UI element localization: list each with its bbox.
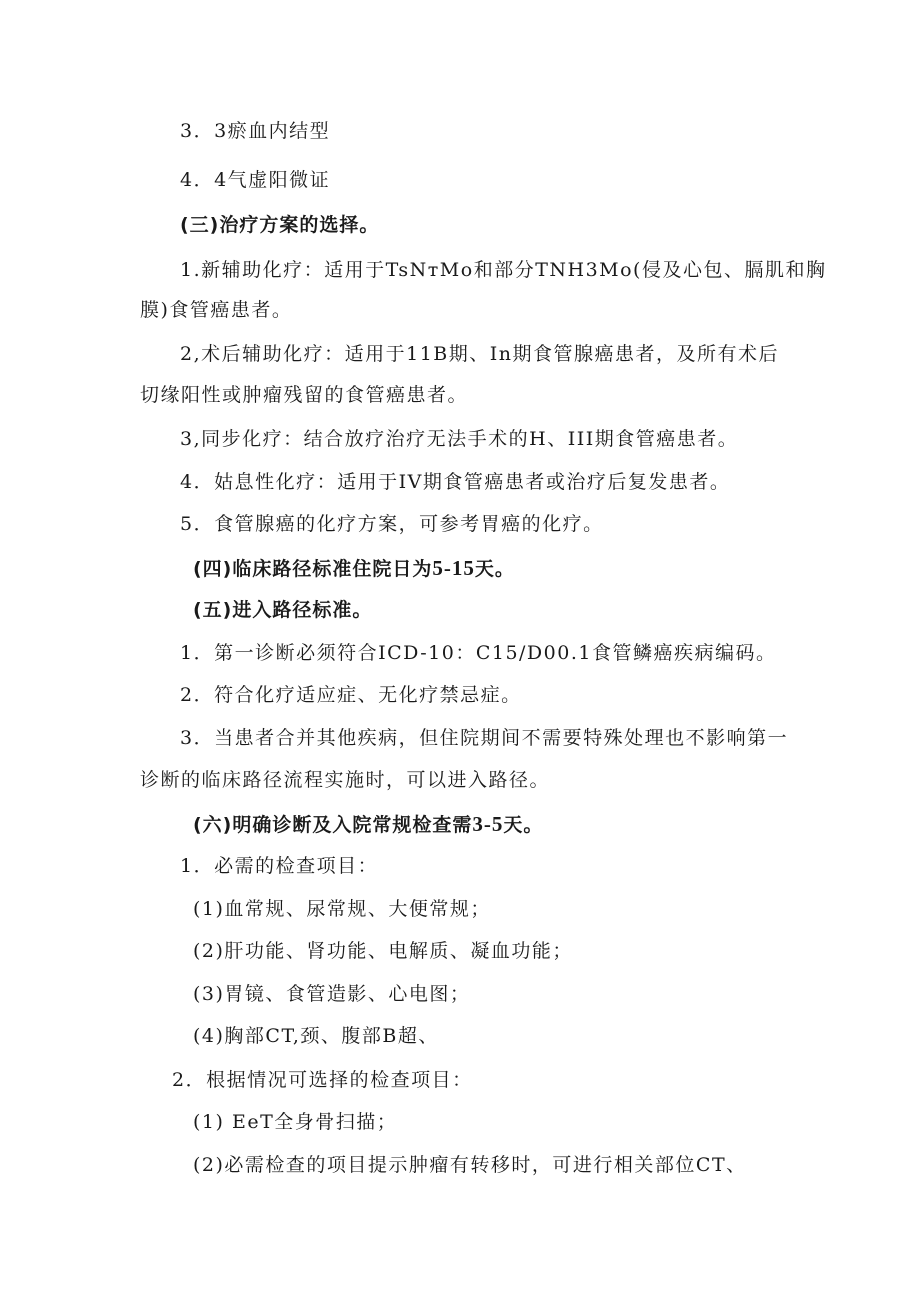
section-heading	[193, 812, 543, 837]
section-heading	[193, 556, 515, 581]
text-line: 切缘阳性或肿瘤残留的食管癌患者。	[140, 384, 469, 406]
text-line: 1.新辅助化疗：适用于TsNтMo和部分TNH3Mo(侵及心包、膈肌和胸	[180, 259, 827, 281]
text-line: 1．第一诊断必须符合ICD-10：C15/D00.1食管鳞癌疾病编码。	[180, 642, 777, 664]
text-line: 2,术后辅助化疗：适用于11B期、In期食管腺癌患者，及所有术后	[180, 343, 780, 365]
section-heading: (五)进入路径标准。	[193, 599, 373, 621]
heading-number: 3-5	[472, 812, 504, 836]
text-line: 3．3瘀血内结型	[180, 120, 331, 142]
text-line: 1．必需的检查项目：	[180, 855, 379, 877]
heading-number: 5-15	[432, 556, 475, 580]
text-line: 诊断的临床路径流程实施时，可以进入路径。	[140, 769, 551, 791]
heading-unit: 天。	[474, 558, 515, 580]
heading-unit: 天。	[503, 814, 544, 836]
text-line: 2．根据情况可选择的检查项目：	[172, 1069, 473, 1091]
text-line: 2．符合化疗适应症、无化疗禁忌症。	[180, 684, 522, 706]
text-line: (2)肝功能、肾功能、电解质、凝血功能；	[193, 940, 573, 962]
text-line: 4．4气虚阳微证	[180, 169, 331, 191]
text-line: (2)必需检查的项目提示肿瘤有转移时，可进行相关部位CT、	[193, 1154, 747, 1176]
text-line: (4)胸部CT,颈、腹部B超、	[193, 1025, 439, 1047]
text-line: 5．食管腺癌的化疗方案，可参考胃癌的化疗。	[180, 513, 604, 535]
text-line: 膜)食管癌患者。	[140, 299, 293, 321]
text-line: (1) EeT全身骨扫描；	[193, 1111, 398, 1133]
heading-text: (六)明确诊断及入院常规检查需	[193, 814, 473, 836]
heading-text: (四)临床路径标准住院日为	[193, 558, 433, 580]
text-line: (1)血常规、尿常规、大便常规；	[193, 898, 491, 920]
text-line: 4．姑息性化疗：适用于IV期食管癌患者或治疗后复发患者。	[180, 471, 731, 493]
section-heading: (三)治疗方案的选择。	[180, 214, 380, 236]
text-line: 3．当患者合并其他疾病，但住院期间不需要特殊处理也不影响第一	[180, 727, 789, 749]
text-line: (3)胃镜、食管造影、心电图；	[193, 983, 471, 1005]
text-line: 3,同步化疗：结合放疗治疗无法手术的H、III期食管癌患者。	[180, 428, 739, 450]
